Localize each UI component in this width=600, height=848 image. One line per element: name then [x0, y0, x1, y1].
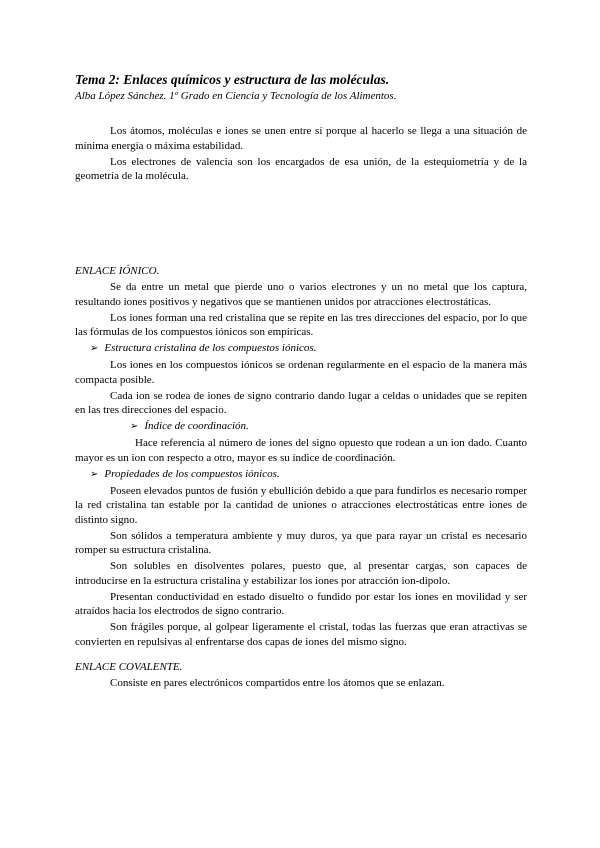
intro-paragraph-1: Los átomos, moléculas e iones se unen entre sí porque al hacerlo se llega a una situación de mínima energía o máxima estabilidad. — [75, 125, 527, 152]
ionic-paragraph-9: Presentan conductividad en estado disuelto o fundido por estar los iones en movilidad y ser atraídos hacia los electrodos de signo contrario. — [75, 590, 527, 617]
ionic-paragraph-4: Cada ion se rodea de iones de signo contrario dando lugar a celdas o unidades que se repiten en las tres direcciones del espacio. — [75, 389, 527, 416]
ionic-paragraph-5: Hace referencia al número de iones del signo opuesto que rodean a un ion dado. Cuanto mayor es un ion con respecto a otro, mayor es su índice de coordinación. — [75, 437, 527, 464]
ionic-paragraph-10: Son frágiles porque, al golpear ligeramente el cristal, todas las fuerzas que eran atractivas se convierten en repulsivas al enfrentarse dos capas de iones del mismo signo. — [75, 621, 527, 648]
arrow-bullet-icon: ➢ — [90, 343, 99, 354]
ionic-paragraph-1: Se da entre un metal que pierde uno o varios electrones y un no metal que los captura, resultando iones positivos y negativos que se mantienen unidos por atracciones electrostáticas. — [75, 281, 527, 308]
ionic-paragraph-2: Los iones forman una red cristalina que se repite en las tres direcciones del espacio, por lo que las fórmulas de los compuestos iónicos son empíricas. — [75, 311, 527, 338]
arrow-bullet-icon: ➢ — [130, 421, 139, 432]
bullet-properties — [75, 467, 527, 483]
bullet-label: Estructura cristalina de los compuestos iónicos. — [104, 342, 317, 354]
covalent-bond-heading: ENLACE COVALENTE. — [75, 660, 183, 673]
ionic-paragraph-3: Los iones en los compuestos iónicos se ordenan regularmente en el espacio de la manera más compacta posible. — [75, 359, 527, 386]
ionic-paragraph-7: Son sólidos a temperatura ambiente y muy duros, ya que para rayar un cristal es necesario romper su estructura cristalina. — [75, 529, 527, 556]
sub-bullet-coordination-index — [75, 419, 527, 435]
intro-paragraph-2: Los electrones de valencia son los encargados de esa unión, de la estequiometría y de la geometría de la molécula. — [75, 155, 527, 182]
document-body — [75, 124, 527, 692]
section-spacer — [75, 651, 527, 660]
bullet-label: Índice de coordinación. — [144, 420, 249, 432]
section-spacer — [75, 185, 527, 264]
ionic-paragraph-8: Son solubles en disolventes polares, puesto que, al presentar cargas, son capaces de introducirse en la estructura cristalina y estabilizar los iones por atracción ion-dipolo. — [75, 560, 527, 587]
document-subtitle: Alba López Sánchez. 1º Grado en Ciencia y Tecnología de los Alimentos. — [75, 90, 397, 102]
arrow-bullet-icon: ➢ — [90, 468, 99, 480]
bullet-crystal-structure — [75, 341, 527, 357]
covalent-paragraph-1: Consiste en pares electrónicos compartidos entre los átomos que se enlazan. — [110, 676, 445, 689]
document-title: Tema 2: Enlaces químicos y estructura de las moléculas. — [75, 72, 390, 87]
bullet-label: Propiedades de los compuestos iónicos. — [104, 467, 280, 480]
ionic-paragraph-6: Poseen elevados puntos de fusión y ebullición debido a que para fundirlos es necesario romper la red cristalina tan estable por la cantidad de uniones o atracciones electrostáticas entre iones de distinto signo. — [75, 484, 527, 526]
ionic-bond-heading: ENLACE IÓNICO. — [75, 265, 160, 277]
